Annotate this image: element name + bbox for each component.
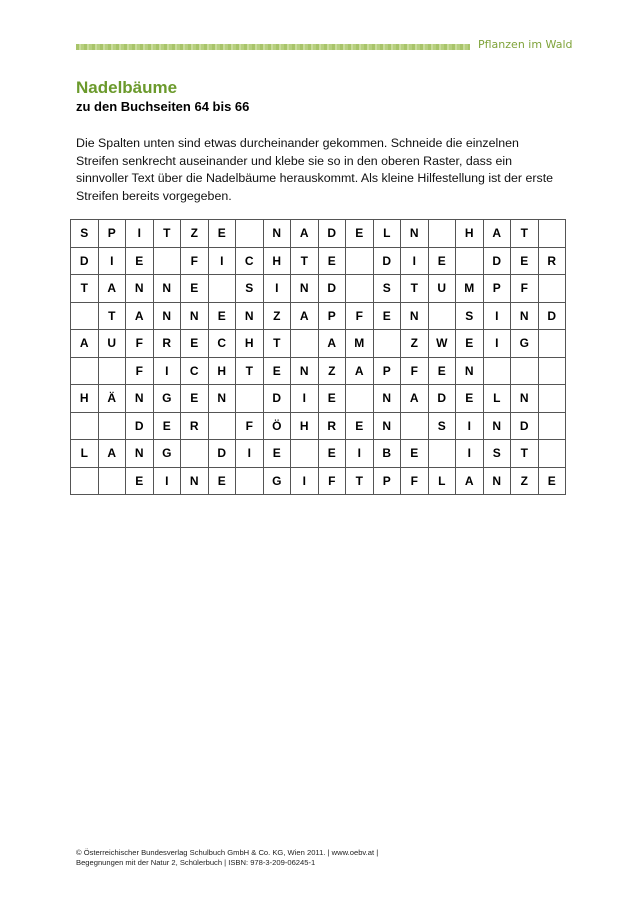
grid-cell: A [126, 302, 154, 330]
grid-cell: T [511, 440, 539, 468]
grid-cell: A [346, 357, 374, 385]
grid-cell: N [126, 275, 154, 303]
grid-cell: P [373, 357, 401, 385]
grid-cell: D [483, 247, 511, 275]
grid-cell [456, 247, 484, 275]
grid-cell: E [346, 220, 374, 248]
grid-cell: I [483, 302, 511, 330]
grid-cell: D [263, 385, 291, 413]
grid-cell [208, 412, 236, 440]
grid-cell: I [291, 467, 319, 495]
grid-cell: Z [263, 302, 291, 330]
grid-cell: R [538, 247, 566, 275]
grid-cell: T [153, 220, 181, 248]
grid-cell [181, 440, 209, 468]
grid-cell: E [401, 440, 429, 468]
grid-cell: S [373, 275, 401, 303]
grid-cell: Z [511, 467, 539, 495]
grid-cell: H [456, 220, 484, 248]
grid-cell: C [208, 330, 236, 358]
grid-cell: P [483, 275, 511, 303]
grid-cell: H [291, 412, 319, 440]
grid-cell: R [153, 330, 181, 358]
grid-cell: G [511, 330, 539, 358]
page-subtitle: zu den Buchseiten 64 bis 66 [76, 99, 250, 114]
grid-cell: E [208, 220, 236, 248]
grid-cell [98, 357, 126, 385]
grid-cell [428, 440, 456, 468]
grid-row [71, 467, 566, 495]
grid-cell: L [483, 385, 511, 413]
grid-cell: N [483, 467, 511, 495]
grid-cell: N [511, 385, 539, 413]
grid-cell [538, 330, 566, 358]
grid-cell: S [428, 412, 456, 440]
grid-cell: I [208, 247, 236, 275]
grid-cell: I [153, 357, 181, 385]
grid-cell: M [346, 330, 374, 358]
grid-cell [483, 357, 511, 385]
grid-cell: A [291, 302, 319, 330]
grid-cell: E [318, 440, 346, 468]
grid-cell [538, 357, 566, 385]
grid-cell: T [236, 357, 264, 385]
grid-cell: T [346, 467, 374, 495]
grid-cell: D [318, 220, 346, 248]
grid-cell: N [456, 357, 484, 385]
grid-cell: G [263, 467, 291, 495]
grid-cell: S [456, 302, 484, 330]
grid-cell: T [511, 220, 539, 248]
grid-cell: C [181, 357, 209, 385]
grid-cell: N [511, 302, 539, 330]
grid-cell: E [126, 467, 154, 495]
grid-cell: H [71, 385, 99, 413]
grid-cell: S [71, 220, 99, 248]
grid-cell [538, 275, 566, 303]
grid-cell: N [263, 220, 291, 248]
grid-cell [538, 440, 566, 468]
grid-cell: D [318, 275, 346, 303]
grid-cell: D [373, 247, 401, 275]
footer-copyright: © Österreichischer Bundesverlag Schulbuch GmbH & Co. KG, Wien 2011. | www.oebv.at | [76, 848, 379, 857]
grid-cell: F [511, 275, 539, 303]
grid-cell: U [98, 330, 126, 358]
grid-cell: E [456, 330, 484, 358]
grid-cell: Ö [263, 412, 291, 440]
grid-cell: P [373, 467, 401, 495]
grid-cell: E [263, 440, 291, 468]
grid-cell: I [456, 412, 484, 440]
grid-cell [98, 412, 126, 440]
grid-cell: Z [401, 330, 429, 358]
grid-cell: E [428, 247, 456, 275]
grid-cell: A [291, 220, 319, 248]
grid-cell: N [291, 357, 319, 385]
footer-book-info: Begegnungen mit der Natur 2, Schülerbuch | ISBN: 978-3-209-06245-1 [76, 858, 316, 867]
grid-cell [346, 247, 374, 275]
grid-cell: I [483, 330, 511, 358]
grid-cell: N [291, 275, 319, 303]
grid-cell: I [98, 247, 126, 275]
grid-cell [236, 385, 264, 413]
grid-cell: L [373, 220, 401, 248]
grid-cell: Z [181, 220, 209, 248]
grid-cell: N [181, 302, 209, 330]
grid-cell: M [456, 275, 484, 303]
grid-cell [538, 412, 566, 440]
grid-cell: A [98, 440, 126, 468]
grid-cell [236, 467, 264, 495]
grid-cell: I [126, 220, 154, 248]
grid-cell: H [263, 247, 291, 275]
grid-cell: E [373, 302, 401, 330]
grid-cell: F [181, 247, 209, 275]
grid-cell: T [291, 247, 319, 275]
grid-cell: L [428, 467, 456, 495]
grid-cell: E [153, 412, 181, 440]
grid-cell [98, 467, 126, 495]
footer [76, 848, 378, 868]
grid-cell: N [153, 302, 181, 330]
grid-cell [71, 412, 99, 440]
grid-cell [291, 440, 319, 468]
grid-cell: F [126, 357, 154, 385]
grid-cell [208, 275, 236, 303]
grid-cell [511, 357, 539, 385]
grid-cell: F [318, 467, 346, 495]
grid-cell: N [373, 385, 401, 413]
grid-cell: W [428, 330, 456, 358]
grid-cell [71, 357, 99, 385]
grid-cell: P [318, 302, 346, 330]
grid-cell: F [346, 302, 374, 330]
grid-cell [71, 302, 99, 330]
grid-cell: E [126, 247, 154, 275]
grid-row [71, 440, 566, 468]
grid-cell: T [98, 302, 126, 330]
grid-cell: N [208, 385, 236, 413]
grid-cell: A [456, 467, 484, 495]
grid-cell: F [401, 467, 429, 495]
header-decorative-stripe [76, 44, 470, 50]
grid-cell: S [236, 275, 264, 303]
grid-cell [428, 220, 456, 248]
grid-cell: E [318, 385, 346, 413]
instructions-text: Die Spalten unten sind etwas durcheinander gekommen. Schneide die einzelnen Streifen senkrecht auseinander und klebe sie so in den oberen Raster, dass ein sinnvoller Text über die Nadelbäume herauskommt. Als kleine Hilfestellung ist der erste Streifen bereits vorgegeben. [76, 136, 554, 203]
grid-cell: E [346, 412, 374, 440]
grid-cell: G [153, 385, 181, 413]
grid-cell: E [456, 385, 484, 413]
grid-cell: I [346, 440, 374, 468]
grid-cell: E [318, 247, 346, 275]
grid-cell: D [71, 247, 99, 275]
grid-cell: T [71, 275, 99, 303]
grid-cell: R [318, 412, 346, 440]
grid-cell: E [181, 385, 209, 413]
section-label: Pflanzen im Wald [478, 38, 573, 51]
grid-cell: F [126, 330, 154, 358]
grid-cell: E [511, 247, 539, 275]
grid-cell: I [263, 275, 291, 303]
grid-cell: I [153, 467, 181, 495]
grid-cell: B [373, 440, 401, 468]
grid-cell: D [126, 412, 154, 440]
grid-cell: H [236, 330, 264, 358]
grid-cell [153, 247, 181, 275]
grid-cell: I [236, 440, 264, 468]
grid-cell: A [71, 330, 99, 358]
grid-cell: N [126, 440, 154, 468]
page-title: Nadelbäume [76, 78, 178, 97]
grid-cell: C [236, 247, 264, 275]
grid-cell [346, 385, 374, 413]
grid-cell: E [208, 302, 236, 330]
grid-cell: D [428, 385, 456, 413]
grid-row [71, 385, 566, 413]
letter-grid [70, 219, 566, 495]
grid-cell [401, 412, 429, 440]
grid-cell: E [263, 357, 291, 385]
grid-cell [538, 385, 566, 413]
grid-cell [236, 220, 264, 248]
grid-cell: S [483, 440, 511, 468]
grid-cell: P [98, 220, 126, 248]
grid-cell: Ä [98, 385, 126, 413]
grid-row [71, 220, 566, 248]
grid-cell: D [208, 440, 236, 468]
grid-cell: A [98, 275, 126, 303]
grid-cell [373, 330, 401, 358]
grid-cell [428, 302, 456, 330]
grid-cell: I [456, 440, 484, 468]
grid-row [71, 330, 566, 358]
grid-cell: E [181, 275, 209, 303]
grid-cell: I [291, 385, 319, 413]
grid-cell: F [401, 357, 429, 385]
grid-cell: A [401, 385, 429, 413]
grid-cell [291, 330, 319, 358]
grid-row [71, 412, 566, 440]
grid-cell: N [236, 302, 264, 330]
grid-cell: G [153, 440, 181, 468]
grid-cell: A [483, 220, 511, 248]
grid-row [71, 275, 566, 303]
grid-cell: N [401, 302, 429, 330]
grid-cell: D [538, 302, 566, 330]
grid-cell: F [236, 412, 264, 440]
grid-cell: U [428, 275, 456, 303]
grid-cell: T [263, 330, 291, 358]
grid-cell: N [181, 467, 209, 495]
grid-cell: N [373, 412, 401, 440]
grid-cell: N [126, 385, 154, 413]
grid-cell: T [401, 275, 429, 303]
grid-cell: E [538, 467, 566, 495]
grid-cell: E [208, 467, 236, 495]
grid-cell: N [483, 412, 511, 440]
grid-row [71, 357, 566, 385]
grid-cell: N [401, 220, 429, 248]
grid-row [71, 302, 566, 330]
grid-cell: E [181, 330, 209, 358]
grid-cell: I [401, 247, 429, 275]
grid-cell: E [428, 357, 456, 385]
grid-cell [346, 275, 374, 303]
grid-cell: L [71, 440, 99, 468]
grid-row [71, 247, 566, 275]
grid-cell: D [511, 412, 539, 440]
grid-cell: N [153, 275, 181, 303]
grid-cell [71, 467, 99, 495]
grid-cell [538, 220, 566, 248]
grid-cell: Z [318, 357, 346, 385]
grid-cell: R [181, 412, 209, 440]
grid-cell: H [208, 357, 236, 385]
grid-cell: A [318, 330, 346, 358]
